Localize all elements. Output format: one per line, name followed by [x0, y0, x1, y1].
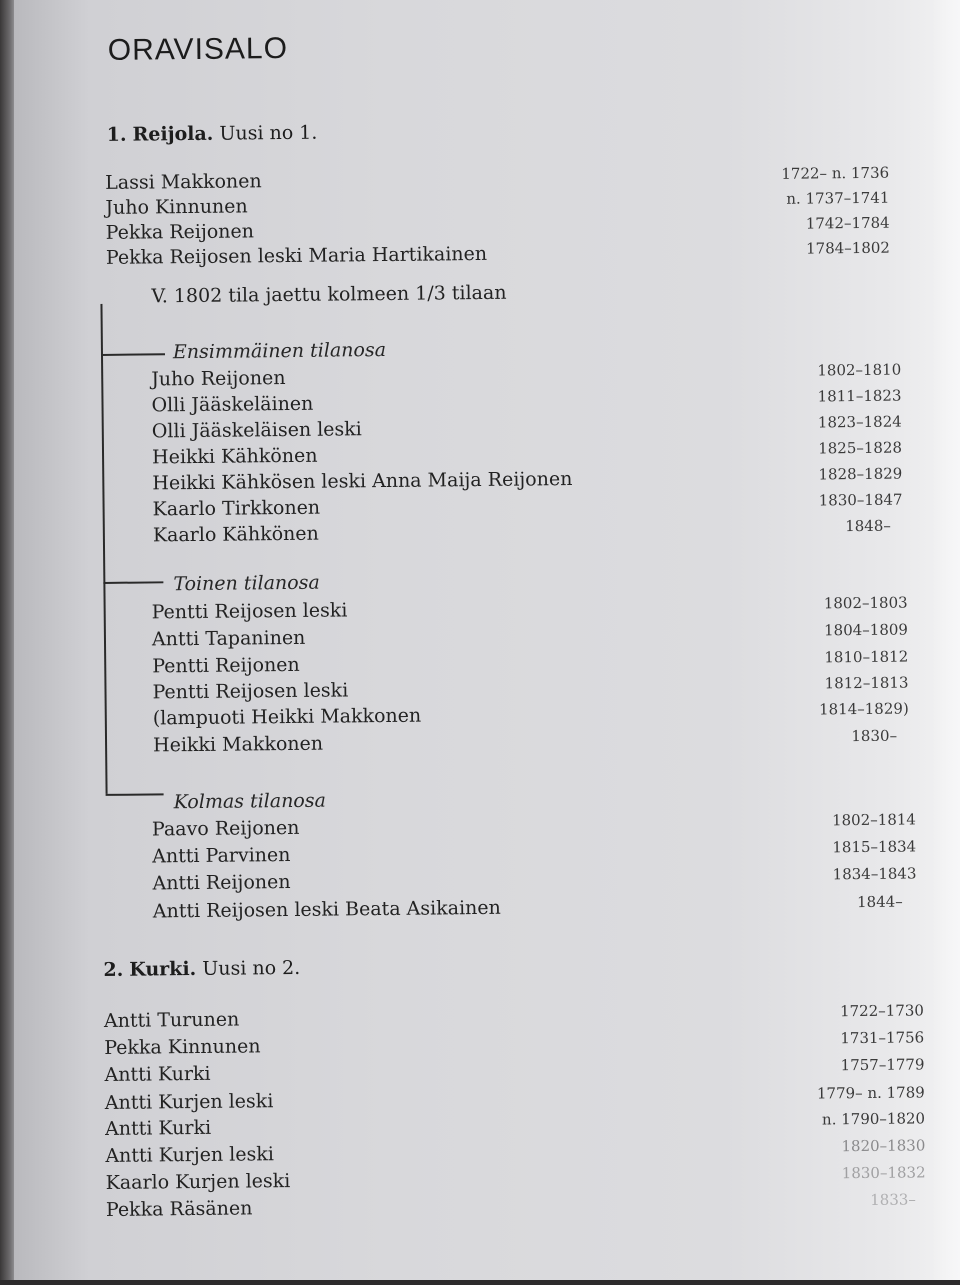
owner-name: Antti Kurki: [104, 1062, 211, 1086]
part-label: Ensimmäinen tilanosa: [172, 338, 387, 364]
owner-name: Antti Kurki: [104, 1116, 212, 1140]
owner-name: Pekka Reijosen leski Maria Hartikainen: [105, 242, 488, 269]
owner-name: Olli Jääskeläisen leski: [151, 418, 362, 443]
owner-years: 1825–1828: [818, 438, 903, 458]
owner-name: Pentti Reijosen leski: [151, 599, 348, 624]
owner-years: 1779– n. 1789: [816, 1083, 925, 1103]
bracket-tick: [101, 353, 165, 356]
owner-years: 1731–1756: [840, 1028, 925, 1048]
section-name: Kurki.: [129, 957, 197, 981]
owner-name: Antti Parvinen: [152, 843, 291, 868]
owner-name: Heikki Kähkönen: [151, 444, 318, 469]
owner-years: 1830–1832: [841, 1163, 926, 1183]
owner-years: 1722–1730: [839, 1001, 924, 1021]
section-number: 2.: [103, 958, 124, 981]
section-suffix: Uusi no 2.: [202, 956, 301, 980]
section-heading-reijola: [107, 122, 318, 146]
owner-name: Antti Reijonen: [152, 870, 291, 895]
owner-row: [153, 892, 917, 926]
owner-name: Juho Kinnunen: [105, 195, 248, 219]
owner-name: Kaarlo Tirkkonen: [152, 496, 321, 521]
owner-years: n. 1790–1820: [821, 1109, 926, 1129]
section-number: 1.: [106, 123, 127, 146]
part-label: Toinen tilanosa: [173, 571, 320, 596]
owner-years: 1757–1779: [840, 1055, 925, 1075]
bracket-tick: [103, 581, 163, 584]
owner-years: 1722– n. 1736: [781, 163, 890, 183]
owner-name: Pentti Reijonen: [152, 653, 300, 678]
owner-years: 1804–1809: [823, 620, 909, 640]
bracket-line: [100, 304, 107, 794]
owner-years: 1815–1834: [832, 837, 917, 857]
owner-name: Antti Kurjen leski: [105, 1143, 275, 1167]
owner-years: 1848–: [845, 516, 891, 536]
owner-name: Antti Turunen: [103, 1008, 240, 1032]
owner-name: Pekka Reijonen: [105, 220, 255, 244]
owner-name: Antti Tapaninen: [151, 626, 306, 651]
owner-years: 1844–: [856, 892, 903, 912]
owner-years: 1784–1802: [805, 238, 891, 258]
owner-years: 1742–1784: [805, 213, 890, 233]
owner-years: 1810–1812: [824, 647, 909, 667]
owner-name: Heikki Makkonen: [152, 732, 324, 757]
section-heading-kurki: [103, 957, 300, 981]
owner-name: Pekka Kinnunen: [104, 1035, 261, 1059]
owner-years: 1814–1829): [818, 699, 909, 719]
owner-years: n. 1737–1741: [786, 188, 890, 208]
owner-years: 1811–1823: [817, 386, 902, 406]
owner-name: Olli Jääskeläinen: [151, 392, 314, 417]
owner-years: 1823–1824: [817, 412, 902, 432]
bracket-tick: [106, 793, 164, 796]
owner-name: (lampuoti Heikki Makkonen: [152, 704, 422, 730]
owner-years: 1802–1803: [823, 593, 908, 613]
owner-name: Paavo Reijonen: [151, 816, 300, 841]
part-label: Kolmas tilanosa: [173, 789, 327, 814]
owner-name: Juho Reijonen: [151, 367, 286, 391]
owner-name: Kaarlo Kurjen leski: [105, 1170, 291, 1194]
owner-years: 1830–: [851, 726, 898, 746]
owner-name: Lassi Makkonen: [105, 170, 262, 194]
owner-years: 1802–1814: [831, 810, 916, 830]
owner-name: Antti Reijosen leski Beata Asikainen: [152, 896, 501, 923]
owner-years: 1830–1847: [818, 490, 903, 510]
owner-name: Antti Kurjen leski: [104, 1090, 274, 1114]
section-name: Reijola.: [132, 122, 214, 146]
page-title: ORAVISALO: [107, 31, 289, 67]
owner-years: 1833–: [870, 1190, 916, 1209]
split-note: V. 1802 tila jaettu kolmeen 1/3 tilaan: [151, 281, 507, 308]
owner-years: 1828–1829: [818, 464, 903, 484]
owner-years: 1802–1810: [817, 360, 902, 380]
owner-name: Pentti Reijosen leski: [152, 679, 349, 704]
owner-name: Pekka Räsänen: [105, 1197, 253, 1221]
section-suffix: Uusi no 1.: [219, 121, 318, 145]
owner-name: Kaarlo Kähkönen: [152, 522, 319, 547]
owner-years: 1812–1813: [824, 673, 909, 693]
owner-name: Heikki Kähkösen leski Anna Maija Reijonen: [152, 468, 573, 495]
owner-years: 1834–1843: [832, 864, 917, 884]
owner-years: 1820–1830: [841, 1136, 926, 1156]
